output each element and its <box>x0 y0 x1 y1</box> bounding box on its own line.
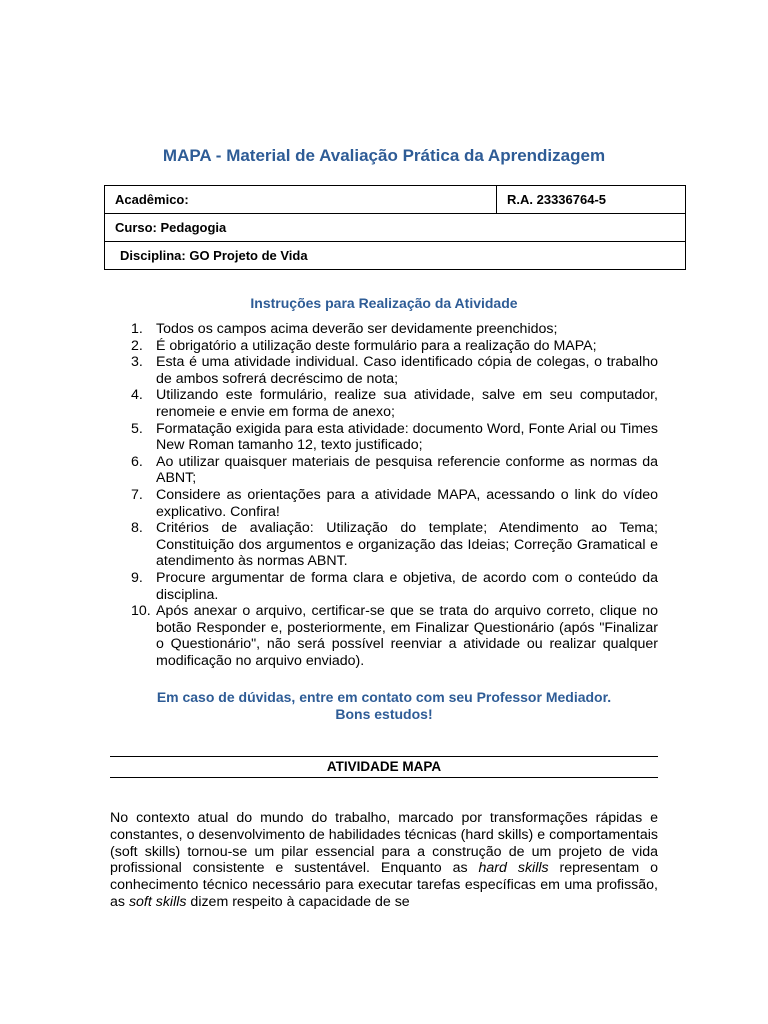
instruction-number: 2. <box>131 337 143 354</box>
instruction-item <box>131 321 658 338</box>
instruction-item <box>131 354 658 387</box>
instruction-item <box>131 338 658 355</box>
instruction-text: Procure argumentar de forma clara e objetiva, de acordo com o conteúdo da disciplina. <box>156 569 658 603</box>
instruction-text: Considere as orientações para a atividade MAPA, acessando o link do vídeo explicativo. Confira! <box>156 486 658 520</box>
instruction-text: Após anexar o arquivo, certificar-se que se trata do arquivo correto, clique no botão Responder e, posteriormente, em Finalizar Questionário (após "Finalizar o Questionário", não será possível reenviar a atividade ou realizar qualquer modificação no arquivo enviado). <box>156 603 658 669</box>
curso-cell: Curso: Pedagogia <box>105 214 686 242</box>
instruction-number: 9. <box>131 569 143 586</box>
paragraph-text: representam o conhecimento técnico necessário para executar tarefas específicas em uma profissão, as <box>110 860 659 910</box>
instruction-text: Critérios de avaliação: Utilização do template; Atendimento ao Tema; Constituição dos argumentos e organização das Ideias; Correção Gramatical e atendimento às normas ABNT. <box>156 520 658 570</box>
instruction-text: Esta é uma atividade individual. Caso identificado cópia de colegas, o trabalho de ambos sofrerá decréscimo de nota; <box>156 354 658 387</box>
instruction-text: Ao utilizar quaisquer materiais de pesquisa referencie conforme as normas da ABNT; <box>156 453 658 487</box>
table-row <box>105 214 686 242</box>
instruction-text: Utilizando este formulário, realize sua atividade, salve em seu computador, renomeie e envie em forma de anexo; <box>156 387 658 420</box>
instruction-number: 8. <box>131 520 143 537</box>
emphasis-text: soft skills <box>128 893 187 910</box>
instruction-text: É obrigatório a utilização deste formulário para a realização do MAPA; <box>156 337 597 354</box>
emphasis-text: hard skills <box>478 860 549 877</box>
instructions-list <box>131 321 658 669</box>
ra-cell: R.A. 23336764-5 <box>497 186 686 214</box>
instruction-item <box>131 454 658 487</box>
instruction-number: 10. <box>131 603 151 620</box>
student-info-table <box>104 185 686 270</box>
instruction-item <box>131 603 658 669</box>
instruction-item <box>131 520 658 570</box>
instruction-number: 6. <box>131 453 143 470</box>
instruction-number: 3. <box>131 354 143 371</box>
instruction-text: Todos os campos acima deverão ser devidamente preenchidos; <box>156 321 558 337</box>
instruction-number: 5. <box>131 420 143 437</box>
contact-note <box>0 689 768 723</box>
instruction-number: 4. <box>131 387 143 404</box>
instruction-item <box>131 570 658 603</box>
paragraph-text: dizem respeito à capacidade de se <box>186 893 410 910</box>
instructions-title: Instruções para Realização da Atividade <box>250 295 518 311</box>
instruction-number: 7. <box>131 486 143 503</box>
instruction-item <box>131 421 658 454</box>
document-title: MAPA - Material de Avaliação Prática da Aprendizagem <box>162 146 606 165</box>
paragraph-text: No contexto atual do mundo do trabalho, marcado por transformações rápidas e constantes, o desenvolvimento de habilidades técnicas (hard skills) e comportamentais (soft skills) tornou-se um pilar essencial para a construção de um projeto de vida profissional consistente e sustentável. Enquanto as <box>110 810 658 877</box>
academico-cell: Acadêmico: <box>105 186 497 214</box>
instruction-item <box>131 487 658 520</box>
instruction-item <box>131 387 658 420</box>
activity-header: ATIVIDADE MAPA <box>110 756 658 778</box>
table-row <box>105 186 686 214</box>
instruction-number: 1. <box>131 321 143 337</box>
contact-line: Em caso de dúvidas, entre em contato com seu Professor Mediador. <box>156 689 612 705</box>
activity-paragraph <box>110 810 658 911</box>
disciplina-cell: Disciplina: GO Projeto de Vida <box>105 242 686 270</box>
instruction-text: Formatação exigida para esta atividade: documento Word, Fonte Arial ou Times New Roman tamanho 12, texto justificado; <box>156 420 658 454</box>
table-row <box>105 242 686 270</box>
closing-line: Bons estudos! <box>335 706 433 722</box>
